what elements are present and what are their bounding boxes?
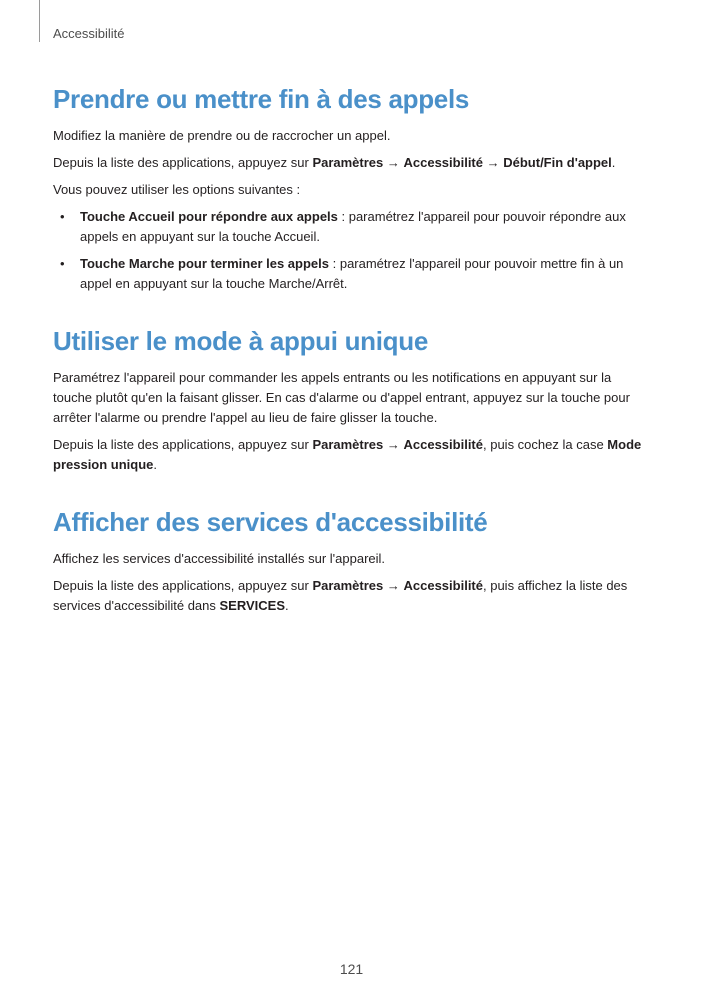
section-accessibility-services [53, 505, 653, 616]
arrow-separator: → [383, 155, 404, 170]
text-run: , puis cochez la case [483, 437, 608, 452]
instruction-paragraph [53, 435, 653, 475]
text-run: Depuis la liste des applications, appuyez sur [53, 578, 313, 593]
section-heading: Afficher des services d'accessibilité [53, 507, 488, 537]
option-description: : paramétrez l'appareil pour pouvoir mettre fin à un appel en appuyant sur la touche Marche/Arrêt. [80, 256, 624, 291]
section-single-tap-mode [53, 324, 653, 475]
page-number: 121 [339, 961, 364, 977]
arrow-separator: → [383, 578, 404, 593]
text-run: . [611, 155, 616, 170]
option-term: Touche Accueil pour répondre aux appels [80, 209, 338, 224]
intro-paragraph: Modifiez la manière de prendre ou de raccrocher un appel. [53, 128, 391, 143]
options-intro: Vous pouvez utiliser les options suivantes : [53, 182, 301, 197]
services-label: SERVICES [219, 598, 286, 613]
arrow-separator: → [483, 155, 504, 170]
section-heading: Prendre ou mettre fin à des appels [53, 84, 470, 114]
option-single-press-mode: Mode pression unique [53, 437, 642, 472]
menu-path-settings: Paramètres [312, 578, 384, 593]
text-run: . [285, 598, 289, 613]
text-run: Depuis la liste des applications, appuyez sur [53, 155, 313, 170]
list-item [53, 207, 653, 247]
bullet-icon: • [60, 209, 65, 224]
text-run: . [153, 457, 158, 472]
section-answer-end-calls [53, 82, 653, 294]
arrow-separator: → [383, 437, 404, 452]
menu-path-accessibility: Accessibilité [403, 437, 483, 452]
intro-paragraph: Paramétrez l'appareil pour commander les appels entrants ou les notifications en appuyant sur la touche plutôt qu'en la faisant glisser. En cas d'alarme ou d'appel entrant, appuyez sur la touche pour arrêter l'alarme ou prendre l'appel au lieu de faire glisser la touche. [53, 370, 630, 425]
instruction-paragraph [53, 153, 653, 173]
intro-paragraph: Affichez les services d'accessibilité installés sur l'appareil. [53, 551, 386, 566]
section-heading: Utiliser le mode à appui unique [53, 326, 428, 356]
menu-path-settings: Paramètres [312, 437, 384, 452]
menu-path-start-end-call: Début/Fin d'appel [503, 155, 612, 170]
bullet-icon: • [60, 256, 65, 271]
options-list [53, 207, 653, 294]
option-description: : paramétrez l'appareil pour pouvoir répondre aux appels en appuyant sur la touche Accueil. [80, 209, 626, 244]
option-term: Touche Marche pour terminer les appels [80, 256, 329, 271]
instruction-paragraph [53, 576, 653, 616]
header-rule [39, 0, 40, 42]
menu-path-accessibility: Accessibilité [403, 578, 483, 593]
menu-path-accessibility: Accessibilité [403, 155, 483, 170]
menu-path-settings: Paramètres [312, 155, 384, 170]
text-run: Depuis la liste des applications, appuyez sur [53, 437, 313, 452]
text-run: , puis affichez la liste des services d'accessibilité dans [53, 578, 628, 613]
list-item [53, 254, 653, 294]
running-header: Accessibilité [53, 26, 125, 41]
page-content [53, 82, 653, 623]
